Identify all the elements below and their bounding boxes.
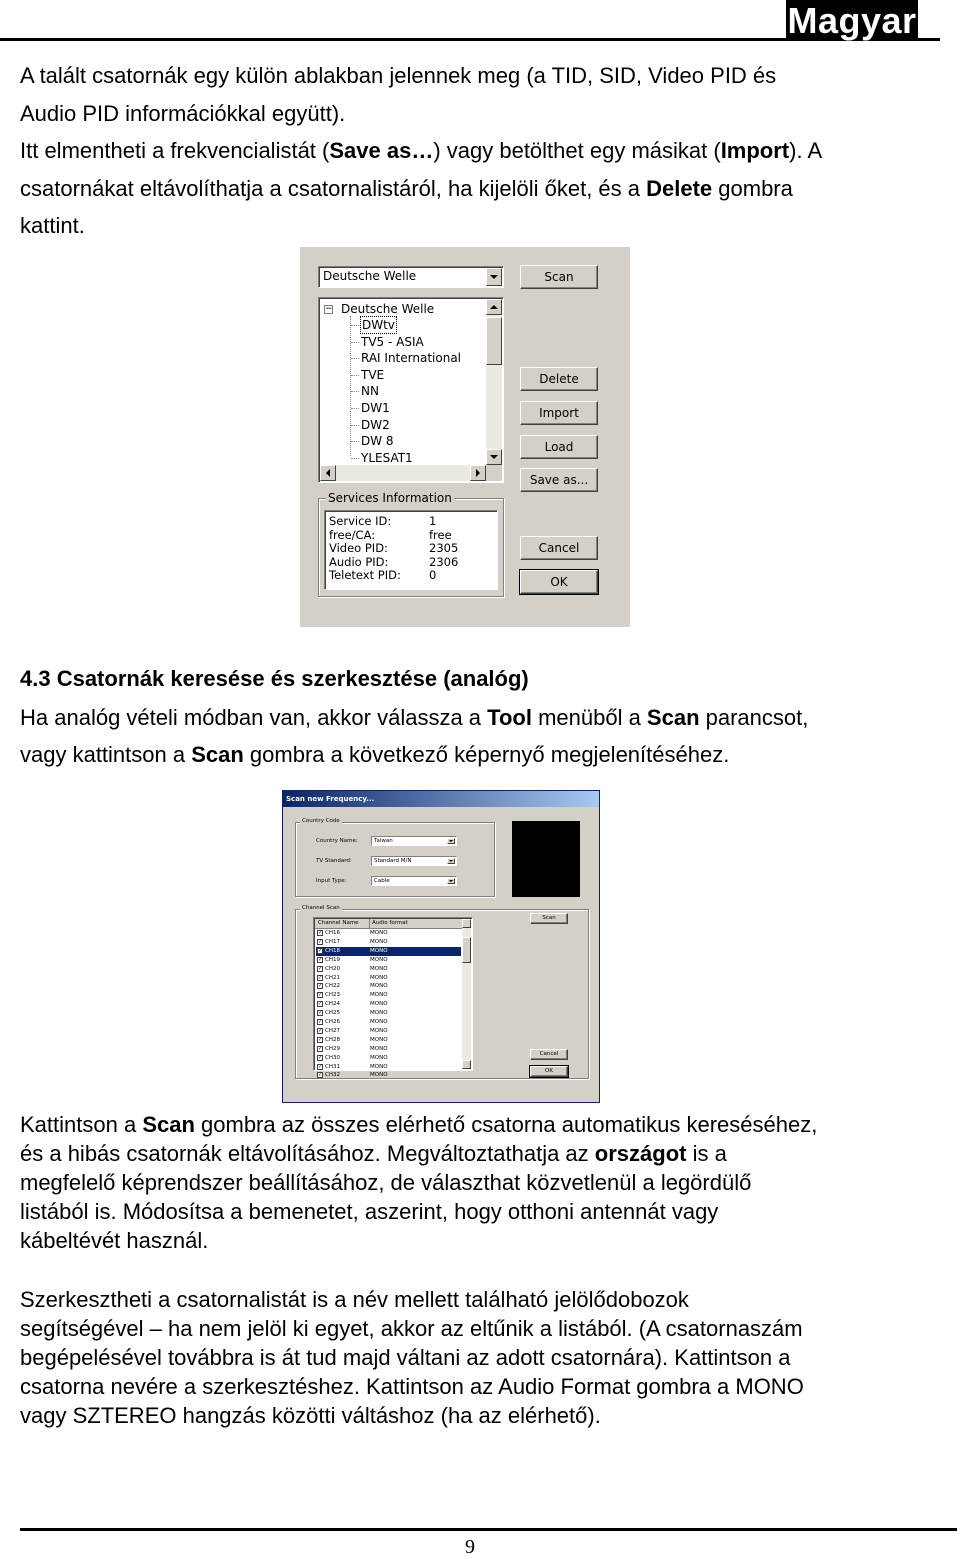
channel-audio-format[interactable]: MONO — [370, 965, 388, 972]
scroll-thumb[interactable] — [462, 937, 471, 963]
channel-name[interactable]: CH24 — [325, 1001, 340, 1008]
service-info-label: Teletext PID: — [329, 568, 401, 582]
channel-row[interactable] — [316, 1071, 461, 1080]
intro-paragraph — [20, 57, 940, 245]
channel-name[interactable]: CH21 — [325, 974, 340, 981]
tree-vscrollbar[interactable] — [486, 299, 502, 465]
satellite-dropdown[interactable] — [318, 266, 504, 288]
channel-checkbox[interactable]: ✓ — [318, 1072, 323, 1079]
cancel-button[interactable]: Cancel — [530, 1049, 568, 1060]
channel-row[interactable] — [316, 956, 461, 965]
channel-row[interactable] — [316, 929, 461, 938]
language-tab: Magyar — [787, 0, 917, 41]
load-button[interactable]: Load — [520, 435, 598, 459]
channel-audio-format[interactable]: MONO — [370, 1001, 388, 1008]
tree-item[interactable]: RAI International — [361, 351, 462, 366]
scroll-up-icon[interactable] — [486, 299, 502, 315]
scroll-up-icon[interactable] — [462, 919, 471, 928]
tree-line — [351, 375, 359, 376]
scroll-corner — [486, 465, 502, 481]
channel-row[interactable] — [316, 1054, 461, 1063]
services-group-title: Services Information — [328, 491, 452, 505]
channel-row[interactable] — [316, 1000, 461, 1009]
paragraph-line: segítségével – ha nem jelöl ki egyet, akkor az eltűnik a listából. (A csatornaszám — [20, 1316, 803, 1341]
tree-hscrollbar[interactable] — [320, 465, 486, 481]
channel-checkbox[interactable]: ✓ — [318, 965, 323, 972]
intro-line: kattint. — [20, 213, 85, 238]
save-as-button[interactable]: Save as... — [520, 468, 598, 492]
service-info-value: 0 — [429, 568, 437, 582]
tree-item[interactable]: DWtv — [362, 318, 395, 332]
channel-name[interactable]: CH29 — [325, 1045, 340, 1052]
paragraph-line: megfelelő képrendszer beállításához, de választhat közvetlenül a legördülő — [20, 1170, 752, 1195]
paragraph-line: Kattintson a Scan gombra az összes elérhető csatorna automatikus kereséséhez, — [20, 1112, 818, 1137]
channel-audio-format[interactable]: MONO — [370, 938, 388, 945]
channel-list-header — [315, 919, 462, 929]
country-name-label: Country Name: — [316, 838, 358, 844]
channel-row[interactable] — [316, 974, 461, 983]
channel-name[interactable]: CH23 — [325, 992, 340, 999]
section-heading: 4.3 Csatornák keresése és szerkesztése (analóg) — [20, 666, 529, 691]
channel-audio-format[interactable]: MONO — [370, 1010, 388, 1017]
service-info-label: Video PID: — [329, 541, 388, 555]
tree-line — [351, 391, 359, 392]
dropdown-arrow-icon[interactable] — [447, 878, 455, 884]
channel-checkbox[interactable]: ✓ — [318, 1027, 323, 1034]
tree-line — [351, 458, 359, 459]
channel-checkbox[interactable]: ✓ — [318, 938, 323, 945]
channel-checkbox[interactable]: ✓ — [318, 992, 323, 999]
channel-audio-format[interactable]: MONO — [370, 1054, 388, 1061]
ok-button[interactable]: OK — [530, 1066, 568, 1077]
tree-line — [351, 408, 359, 409]
tree-item[interactable]: YLESAT1 — [361, 450, 413, 465]
channel-checkbox[interactable]: ✓ — [318, 1001, 323, 1008]
column-audio-format[interactable]: Audio format — [369, 919, 408, 928]
footer-rule — [20, 1528, 957, 1531]
tv-standard-value: Standard M/N — [374, 858, 412, 864]
channel-row[interactable] — [316, 965, 461, 974]
channel-audio-format[interactable]: MONO — [370, 930, 388, 936]
dropdown-arrow-icon[interactable] — [447, 858, 455, 864]
country-name-dropdown[interactable] — [371, 836, 457, 846]
scroll-thumb[interactable] — [486, 317, 502, 365]
intro-line: Audio PID információkkal együtt). — [20, 100, 346, 126]
channel-audio-format[interactable]: MONO — [370, 956, 388, 963]
channel-list[interactable] — [313, 917, 473, 1079]
tree-item[interactable]: DW2 — [361, 417, 390, 432]
input-type-value: Cable — [374, 878, 390, 884]
channel-name[interactable]: CH25 — [325, 1010, 340, 1017]
scan-paragraph — [20, 1110, 940, 1255]
tv-standard-dropdown[interactable] — [371, 856, 457, 866]
scan-button[interactable]: Scan — [530, 913, 568, 924]
channel-row[interactable] — [316, 1018, 461, 1027]
channel-name[interactable]: CH30 — [325, 1054, 340, 1061]
service-info-value: 2305 — [429, 541, 459, 555]
import-button[interactable]: Import — [520, 401, 598, 425]
channel-audio-format[interactable]: MONO — [370, 1036, 388, 1043]
channel-audio-format[interactable]: MONO — [370, 1045, 388, 1052]
tree-item[interactable]: DW 8 — [361, 434, 394, 449]
channel-checkbox[interactable]: ✓ — [318, 930, 323, 936]
intro-line: A talált csatornák egy külön ablakban jelennek meg (a TID, SID, Video PID és — [20, 63, 777, 88]
channel-checkbox[interactable]: ✓ — [318, 1054, 323, 1061]
channel-row[interactable] — [316, 1009, 461, 1018]
tv-standard-label: TV Standard: — [316, 858, 352, 864]
tree-line — [351, 325, 359, 326]
channel-audio-format[interactable]: MONO — [370, 992, 388, 999]
channel-row[interactable] — [316, 1036, 461, 1045]
channel-row[interactable] — [316, 982, 461, 991]
input-type-label: Input Type: — [316, 878, 347, 884]
tree-line — [351, 358, 359, 359]
channel-scan-title: Channel Scan — [302, 905, 340, 911]
channel-audio-format[interactable]: MONO — [370, 974, 388, 981]
paragraph-line: vagy SZTEREO hangzás közötti váltáshoz (ha az elérhető). — [20, 1403, 601, 1428]
paragraph-line: kábeltévét használ. — [20, 1228, 209, 1253]
channel-name[interactable]: CH26 — [325, 1019, 340, 1025]
paragraph-line: és a hibás csatornák eltávolításához. Megváltoztathatja az országot is a — [20, 1141, 727, 1166]
tree-item[interactable]: NN — [361, 384, 379, 399]
channel-name[interactable]: CH31 — [325, 1063, 340, 1070]
cancel-button[interactable]: Cancel — [520, 536, 598, 560]
channel-audio-format[interactable]: MONO — [370, 1063, 388, 1070]
section-line: vagy kattintson a Scan gombra a következő képernyő megjelenítéséhez. — [20, 742, 730, 767]
channel-audio-format[interactable]: MONO — [370, 983, 388, 990]
channel-checkbox[interactable]: ✓ — [318, 956, 323, 963]
dropdown-arrow-icon[interactable] — [486, 268, 502, 286]
service-info-label: Service ID: — [329, 514, 392, 528]
video-preview — [512, 821, 580, 897]
channel-row[interactable] — [316, 1063, 461, 1072]
service-info-label: Audio PID: — [329, 554, 389, 569]
country-name-value: Taiwan — [374, 838, 393, 844]
edit-paragraph — [20, 1285, 940, 1430]
tree-line — [350, 316, 351, 456]
page-number: 9 — [465, 1536, 475, 1558]
section-paragraph — [20, 699, 940, 773]
tree-line — [351, 425, 359, 426]
input-type-dropdown[interactable] — [371, 876, 457, 886]
dropdown-arrow-icon[interactable] — [447, 838, 455, 844]
tree-line — [351, 342, 359, 343]
channel-name[interactable]: CH16 — [325, 930, 340, 936]
channel-row[interactable] — [316, 991, 461, 1000]
dialog-titlebar: Scan new Frequency... — [283, 791, 599, 807]
channel-audio-format[interactable]: MONO — [370, 1027, 388, 1034]
channel-checkbox[interactable]: ✓ — [318, 983, 323, 990]
channel-checkbox[interactable]: ✓ — [318, 1036, 323, 1043]
channel-checkbox[interactable]: ✓ — [318, 1063, 323, 1070]
channel-row[interactable] — [316, 1027, 461, 1036]
scroll-left-icon[interactable] — [320, 465, 336, 481]
ok-button[interactable]: OK — [520, 570, 598, 594]
scan-button[interactable]: Scan — [520, 265, 598, 289]
service-info-label: free/CA: — [329, 527, 376, 542]
tree-line — [351, 441, 359, 442]
service-info-value: 2306 — [429, 554, 459, 569]
scroll-down-icon[interactable] — [486, 449, 502, 465]
country-code-title: Country Code — [302, 818, 340, 824]
channel-list-dialog — [300, 247, 630, 627]
channel-name[interactable]: CH28 — [325, 1036, 340, 1043]
channel-checkbox[interactable]: ✓ — [318, 1010, 323, 1017]
channel-row[interactable] — [316, 1045, 461, 1054]
channel-name[interactable]: CH17 — [325, 938, 340, 945]
tree-item[interactable]: TVE — [361, 367, 385, 382]
delete-button[interactable]: Delete — [520, 367, 598, 391]
services-info-box — [324, 510, 498, 590]
channel-name[interactable]: CH20 — [325, 965, 340, 972]
collapse-icon[interactable]: − — [325, 304, 333, 314]
paragraph-line: listából is. Módosítsa a bemenetet, aszerint, hogy otthoni antennát vagy — [20, 1199, 719, 1224]
channel-name[interactable]: CH22 — [325, 983, 340, 990]
channel-checkbox[interactable]: ✓ — [318, 974, 323, 981]
scan-frequency-dialog — [282, 790, 600, 1103]
scroll-down-icon[interactable] — [462, 1060, 471, 1069]
tree-item[interactable]: TV5 - ASIA — [361, 334, 424, 349]
channel-row[interactable] — [316, 947, 461, 956]
paragraph-line: Szerkesztheti a csatornalistát is a név mellett található jelölődobozok — [20, 1287, 689, 1312]
channel-tree[interactable] — [318, 297, 504, 483]
channel-checkbox[interactable]: ✓ — [318, 947, 323, 954]
channel-checkbox[interactable]: ✓ — [318, 1019, 323, 1025]
channel-name[interactable]: CH32 — [325, 1072, 340, 1079]
service-info-value: free — [429, 527, 452, 542]
intro-line: Itt elmentheti a frekvencialistát (Save as…) vagy betölthet egy másikat (Import). A — [20, 138, 823, 163]
channel-checkbox[interactable]: ✓ — [318, 1045, 323, 1052]
channel-row[interactable] — [316, 938, 461, 947]
scroll-right-icon[interactable] — [470, 465, 486, 481]
tree-root[interactable]: Deutsche Welle — [341, 302, 435, 316]
section-line: Ha analóg vételi módban van, akkor válassza a Tool menüből a Scan parancsot, — [20, 705, 809, 730]
satellite-dropdown-value: Deutsche Welle — [323, 269, 417, 283]
intro-line: csatornákat eltávolíthatja a csatornalistáról, ha kijelöli őket, és a Delete gombra — [20, 175, 793, 201]
tree-item[interactable]: DW1 — [361, 401, 390, 415]
service-info-value: 1 — [429, 514, 437, 528]
channel-audio-format[interactable]: MONO — [370, 1019, 388, 1025]
channel-list-scrollbar[interactable] — [462, 919, 471, 1069]
channel-name[interactable]: CH18 — [325, 947, 340, 954]
channel-name[interactable]: CH19 — [325, 956, 340, 963]
channel-name[interactable]: CH27 — [325, 1027, 340, 1034]
channel-audio-format[interactable]: MONO — [370, 1072, 388, 1079]
paragraph-line: csatorna nevére a szerkesztéshez. Kattintson az Audio Format gombra a MONO — [20, 1374, 804, 1399]
channel-audio-format[interactable]: MONO — [370, 947, 388, 954]
paragraph-line: begépelésével továbbra is át tud majd váltani az adott csatornára). Kattintson a — [20, 1345, 791, 1370]
column-channel-name[interactable]: Channel Name — [318, 920, 359, 926]
